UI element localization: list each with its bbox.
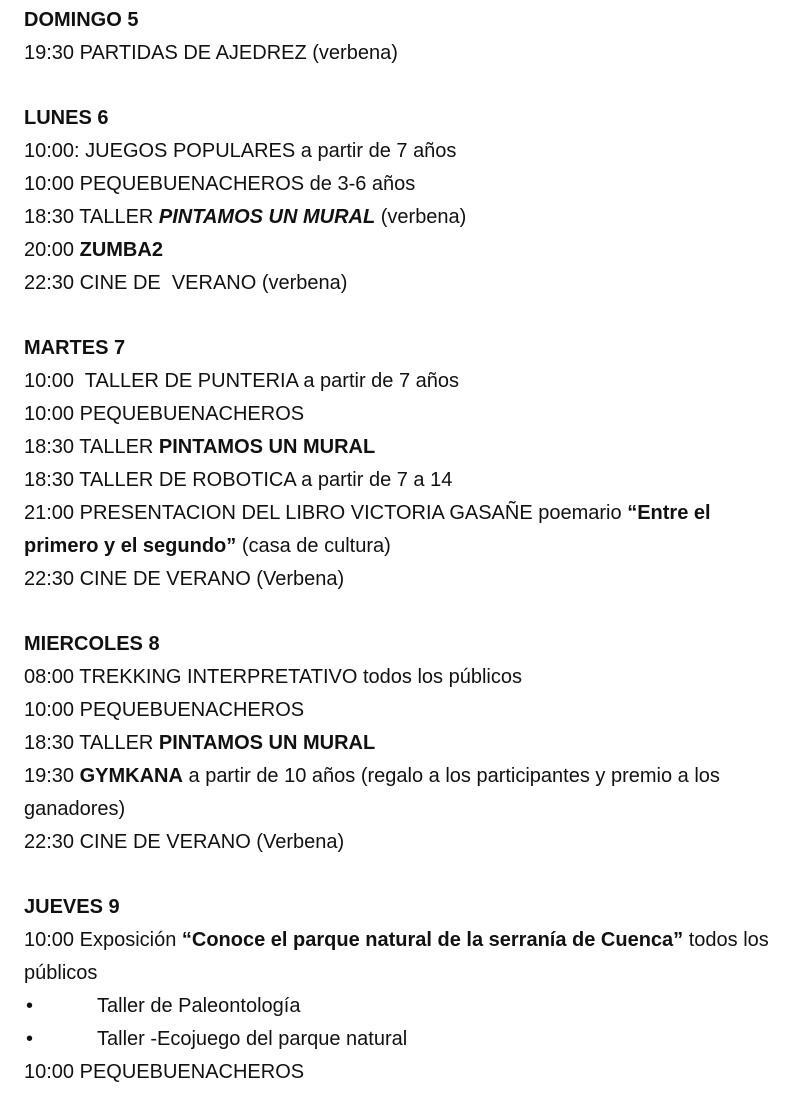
event-line: 19:30 PARTIDAS DE AJEDREZ (verbena): [24, 42, 398, 64]
schedule-document: [24, 4, 784, 1089]
bullet-icon: •: [26, 995, 34, 1017]
bullet-item: [24, 1023, 784, 1056]
event-line: 19:30 GYMKANA a partir de 10 años (regalo a los participantes y premio a los ganadores): [24, 765, 720, 820]
event-line: 10:00 PEQUEBUENACHEROS: [24, 699, 305, 721]
event-line: 08:00 TREKKING INTERPRETATIVO todos los públicos: [24, 666, 522, 688]
day-section-lunes: [24, 102, 784, 300]
day-section-miercoles: [24, 628, 784, 859]
day-section-domingo: [24, 4, 784, 70]
event-line: 22:30 CINE DE VERANO (verbena): [24, 272, 348, 294]
exhibition-title: “Conoce el parque natural de la serranía de Cuenca”: [181, 929, 684, 951]
event-line: 10:00: JUEGOS POPULARES a partir de 7 años: [24, 140, 457, 162]
event-highlight: PINTAMOS UN MURAL: [158, 206, 376, 228]
event-line: 20:00 ZUMBA2: [24, 239, 163, 261]
bullet-icon: •: [26, 1028, 34, 1050]
event-line: 18:30 TALLER DE ROBOTICA a partir de 7 a 14: [24, 469, 453, 491]
event-highlight: ZUMBA2: [79, 239, 163, 261]
event-highlight: PINTAMOS UN MURAL: [158, 436, 376, 458]
event-line: 18:30 TALLER PINTAMOS UN MURAL (verbena): [24, 206, 467, 228]
event-line: 10:00 PEQUEBUENACHEROS: [24, 1061, 305, 1083]
event-line: 22:30 CINE DE VERANO (Verbena): [24, 831, 345, 853]
section-gap: [24, 859, 784, 891]
event-line: 10:00 PEQUEBUENACHEROS de 3-6 años: [24, 173, 416, 195]
day-section-martes: [24, 332, 784, 596]
event-line: 18:30 TALLER PINTAMOS UN MURAL: [24, 732, 376, 754]
event-line: 10:00 TALLER DE PUNTERIA a partir de 7 años: [24, 370, 460, 392]
day-title: LUNES 6: [24, 107, 109, 129]
day-title: DOMINGO 5: [24, 9, 139, 31]
bullet-text: Taller de Paleontología: [97, 995, 301, 1017]
bullet-text: Taller -Ecojuego del parque natural: [97, 1028, 408, 1050]
section-gap: [24, 300, 784, 332]
section-gap: [24, 70, 784, 102]
event-line: 21:00 PRESENTACION DEL LIBRO VICTORIA GASAÑE poemario “Entre el primero y el segundo” (casa de cultura): [24, 502, 711, 557]
event-highlight: GYMKANA: [79, 765, 183, 787]
section-gap: [24, 596, 784, 628]
book-title: “Entre el primero y el segundo”: [24, 502, 711, 557]
event-line: 10:00 Exposición “Conoce el parque natural de la serranía de Cuenca” todos los públicos: [24, 929, 769, 984]
day-title: MIERCOLES 8: [24, 633, 160, 655]
event-line: 10:00 PEQUEBUENACHEROS: [24, 403, 305, 425]
bullet-item: [24, 990, 784, 1023]
day-title: MARTES 7: [24, 337, 126, 359]
day-title: JUEVES 9: [24, 896, 120, 918]
event-line: 22:30 CINE DE VERANO (Verbena): [24, 568, 345, 590]
event-highlight: PINTAMOS UN MURAL: [158, 732, 376, 754]
event-line: 18:30 TALLER PINTAMOS UN MURAL: [24, 436, 376, 458]
day-section-jueves: [24, 891, 784, 1089]
